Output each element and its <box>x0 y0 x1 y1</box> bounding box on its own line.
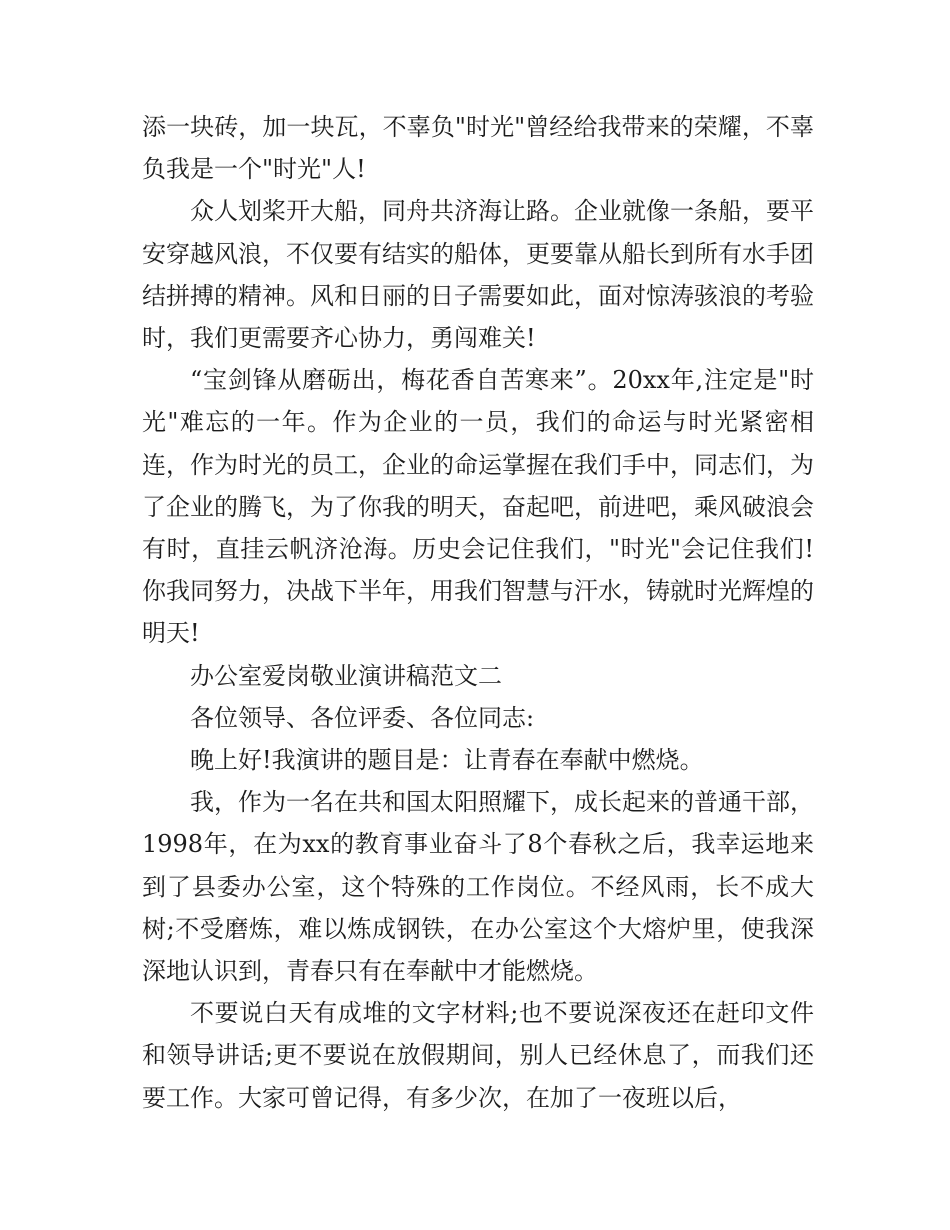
paragraph-teamwork: 众人划桨开大船，同舟共济海让路。企业就像一条船，要平安穿越风浪，不仅要有结实的船体，更要靠从船长到所有水手团结拼搏的精神。风和日丽的日子需要如此，面对惊涛骇浪的考验时，我们更需要齐心协力，勇闯难关! <box>142 197 814 353</box>
salutation: 各位领导、各位评委、各位同志: <box>190 703 535 732</box>
paragraph-work: 不要说白天有成堆的文字材料;也不要说深夜还在赶印文件和领导讲话;更不要说在放假期间，别人已经休息了，而我们还要工作。大家可曾记得，有多少次，在加了一夜班以后， <box>142 999 814 1112</box>
document-page <box>142 106 814 1119</box>
paragraph-introduction: 我，作为一名在共和国太阳照耀下，成长起来的普通干部，1998年，在为xx的教育事业奋斗了8个春秋之后，我幸运地来到了县委办公室，这个特殊的工作岗位。不经风雨，长不成大树;不受磨炼，难以炼成钢铁，在办公室这个大熔炉里，使我深深地认识到，青春只有在奉献中才能燃烧。 <box>142 788 814 986</box>
paragraph-motto: “宝剑锋从磨砺出，梅花香自苦寒来”。20xx年,注定是"时光"难忘的一年。作为企业的一员，我们的命运与时光紧密相连，作为时光的员工，企业的命运掌握在我们手中，同志们，为了企业的腾飞，为了你我的明天，奋起吧，前进吧，乘风破浪会有时，直挂云帆济沧海。历史会记住我们，"时光"会记住我们!你我同努力，决战下半年，用我们智慧与汗水，铸就时光辉煌的明天! <box>142 366 814 648</box>
greeting: 晚上好!我演讲的题目是：让青春在奉献中燃烧。 <box>190 746 704 775</box>
paragraph-continuation: 添一块砖，加一块瓦，不辜负"时光"曾经给我带来的荣耀，不辜负我是一个"时光"人! <box>142 113 814 184</box>
section-heading: 办公室爱岗敬业演讲稿范文二 <box>190 661 502 690</box>
